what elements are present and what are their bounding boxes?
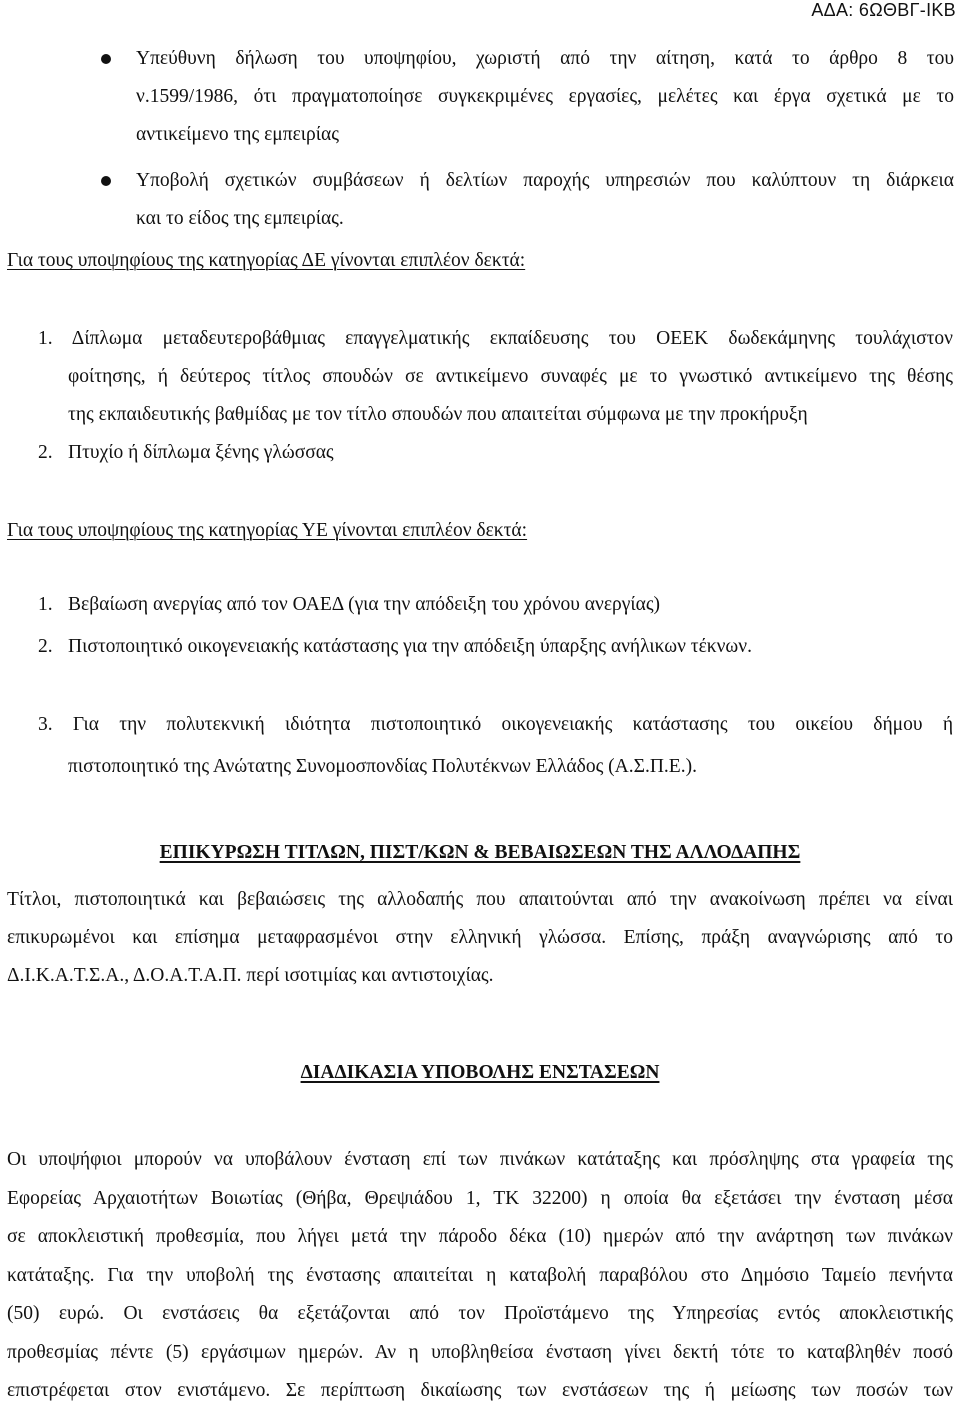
- bullet-item-declaration-cont: [136, 78, 954, 154]
- ye-item-3: [38, 706, 953, 744]
- bullet-dot: [101, 54, 111, 64]
- bullet-line: Υπεύθυνη δήλωση του υποψηφίου, χωριστή από την αίτηση, κατά το άρθρο 8 του: [136, 48, 954, 69]
- bullet-line: Υποβολή σχετικών συμβάσεων ή δελτίων παροχής υπηρεσιών που καλύπτουν τη διάρκεια: [136, 170, 954, 191]
- bullet-item-declaration: [136, 40, 954, 78]
- item-text: Πτυχίο ή δίπλωμα ξένης γλώσσας: [68, 442, 334, 463]
- paragraph-line: προθεσμίας πέντε (5) εργάσιμων ημερών. Αν η υποβληθείσα ένσταση γίνει δεκτή τότε το καταβληθέν ποσό: [7, 1341, 953, 1363]
- objection-heading: ΔΙΑΔΙΚΑΣΙΑ ΥΠΟΒΟΛΗΣ ΕΝΣΤΑΣΕΩΝ: [300, 1062, 660, 1083]
- ada-code: ΑΔΑ: 6ΩΘΒΓ-ΙΚΒ: [811, 0, 956, 20]
- paragraph-line: Εφορείας Αρχαιοτήτων Βοιωτίας (Θήβα, Θρεψιάδου 1, ΤΚ 32200) η οποία θα εξετάσει την ένσταση μέσα: [7, 1187, 953, 1209]
- ye-item-3-cont: πιστοποιητικό της Ανώτατης Συνομοσπονδίας Πολυτέκνων Ελλάδος (Α.Σ.Π.Ε.).: [68, 756, 697, 777]
- ye-section-title: Για τους υποψηφίους της κατηγορίας ΥΕ γίνονται επιπλέον δεκτά:: [7, 520, 528, 541]
- de-section-title: Για τους υποψηφίους της κατηγορίας ΔΕ γίνονται επιπλέον δεκτά:: [7, 250, 526, 271]
- paragraph-line: (50) ευρώ. Οι ενστάσεις θα εξετάζονται από τον Προϊστάμενο της Υπηρεσίας εντός αποκλειστικής: [7, 1303, 953, 1324]
- validation-heading: ΕΠΙΚΥΡΩΣΗ ΤΙΤΛΩΝ, ΠΙΣΤ/ΚΩΝ & ΒΕΒΑΙΩΣΕΩΝ ΤΗΣ ΑΛΛΟΔΑΠΗΣ: [159, 842, 801, 863]
- item-number: 2.: [38, 636, 53, 657]
- ye-item-1: [38, 586, 953, 624]
- item-text: Πιστοποιητικό οικογενειακής κατάστασης για την απόδειξη ύπαρξης ανήλικων τέκνων.: [68, 636, 752, 657]
- de-item-1-cont: [68, 358, 953, 434]
- paragraph-line: κατάταξης. Για την υποβολή της ένστασης απαιτείται η καταβολή παραβόλου στο Δημόσιο Ταμείο πενήντα: [7, 1264, 953, 1286]
- paragraph-line: Δ.Ι.Κ.Α.Τ.Σ.Α., Δ.Ο.Α.Τ.Α.Π. περί ισοτιμίας και αντιστοιχίας.: [7, 965, 494, 986]
- validation-paragraph: [7, 881, 953, 995]
- item-number: 1.: [38, 594, 53, 615]
- bullet-dot: [101, 176, 111, 186]
- bullet-line: αντικείμενο της εμπειρίας: [136, 124, 339, 145]
- bullet-item-contracts: [136, 162, 954, 238]
- de-item-1-line: φοίτησης, ή δεύτερος τίτλος σπουδών σε αντικείμενο συναφές με το γνωστικό αντικείμενο της θέσης: [68, 366, 953, 387]
- item-number: 2.: [38, 442, 53, 463]
- de-item-2: [38, 434, 953, 472]
- de-item-1: [38, 320, 953, 358]
- item-text: Βεβαίωση ανεργίας από τον ΟΑΕΔ (για την απόδειξη του χρόνου ανεργίας): [68, 594, 661, 615]
- ye-item-3-line: [38, 706, 953, 744]
- item-number: 3.: [38, 714, 53, 735]
- paragraph-line: Οι υποψήφιοι μπορούν να υποβάλουν ένσταση επί των πινάκων κατάταξης και πρόσληψης στα γραφεία της: [7, 1149, 953, 1170]
- de-item-1-line: [38, 320, 953, 358]
- paragraph-line: επιστρέφεται στον ενιστάμενο. Σε περίπτωση δικαίωσης των ενστάσεων της ή μείωσης των ποσών των: [7, 1380, 953, 1401]
- paragraph-line: επικυρωμένοι και επίσημα μεταφρασμένοι στην ελληνική γλώσσα. Επίσης, πράξη αναγνώρισης από το: [7, 927, 953, 948]
- objection-paragraph: [7, 1141, 953, 1411]
- item-text: Για την πολυτεκνική ιδιότητα πιστοποιητικό οικογενειακής κατάστασης του οικείου δήμου ή: [72, 714, 954, 735]
- paragraph-line: Τίτλοι, πιστοποιητικά και βεβαιώσεις της αλλοδαπής που απαιτούνται από την ανακοίνωση πρέπει να είναι: [7, 889, 953, 910]
- bullet-line: και το είδος της εμπειρίας.: [136, 208, 344, 229]
- bullet-line: ν.1599/1986, ότι πραγματοποίησε συγκεκριμένες εργασίες, μελέτες και έργα σχετικά με το: [136, 86, 954, 107]
- item-text: Δίπλωμα μεταδευτεροβάθμιας επαγγελματικής εκπαίδευσης του ΟΕΕΚ δωδεκάμηνης τουλάχιστον: [71, 328, 953, 349]
- de-item-1-line: της εκπαιδευτικής βαθμίδας με τον τίτλο σπουδών που απαιτείται σύμφωνα με την προκήρυξη: [68, 404, 808, 425]
- paragraph-line: σε αποκλειστική προθεσμία, που λήγει μετά την πάροδο δέκα (10) ημερών από την ανάρτηση των πινάκων: [7, 1226, 953, 1247]
- ye-item-2: [38, 628, 953, 666]
- item-number: 1.: [38, 328, 53, 349]
